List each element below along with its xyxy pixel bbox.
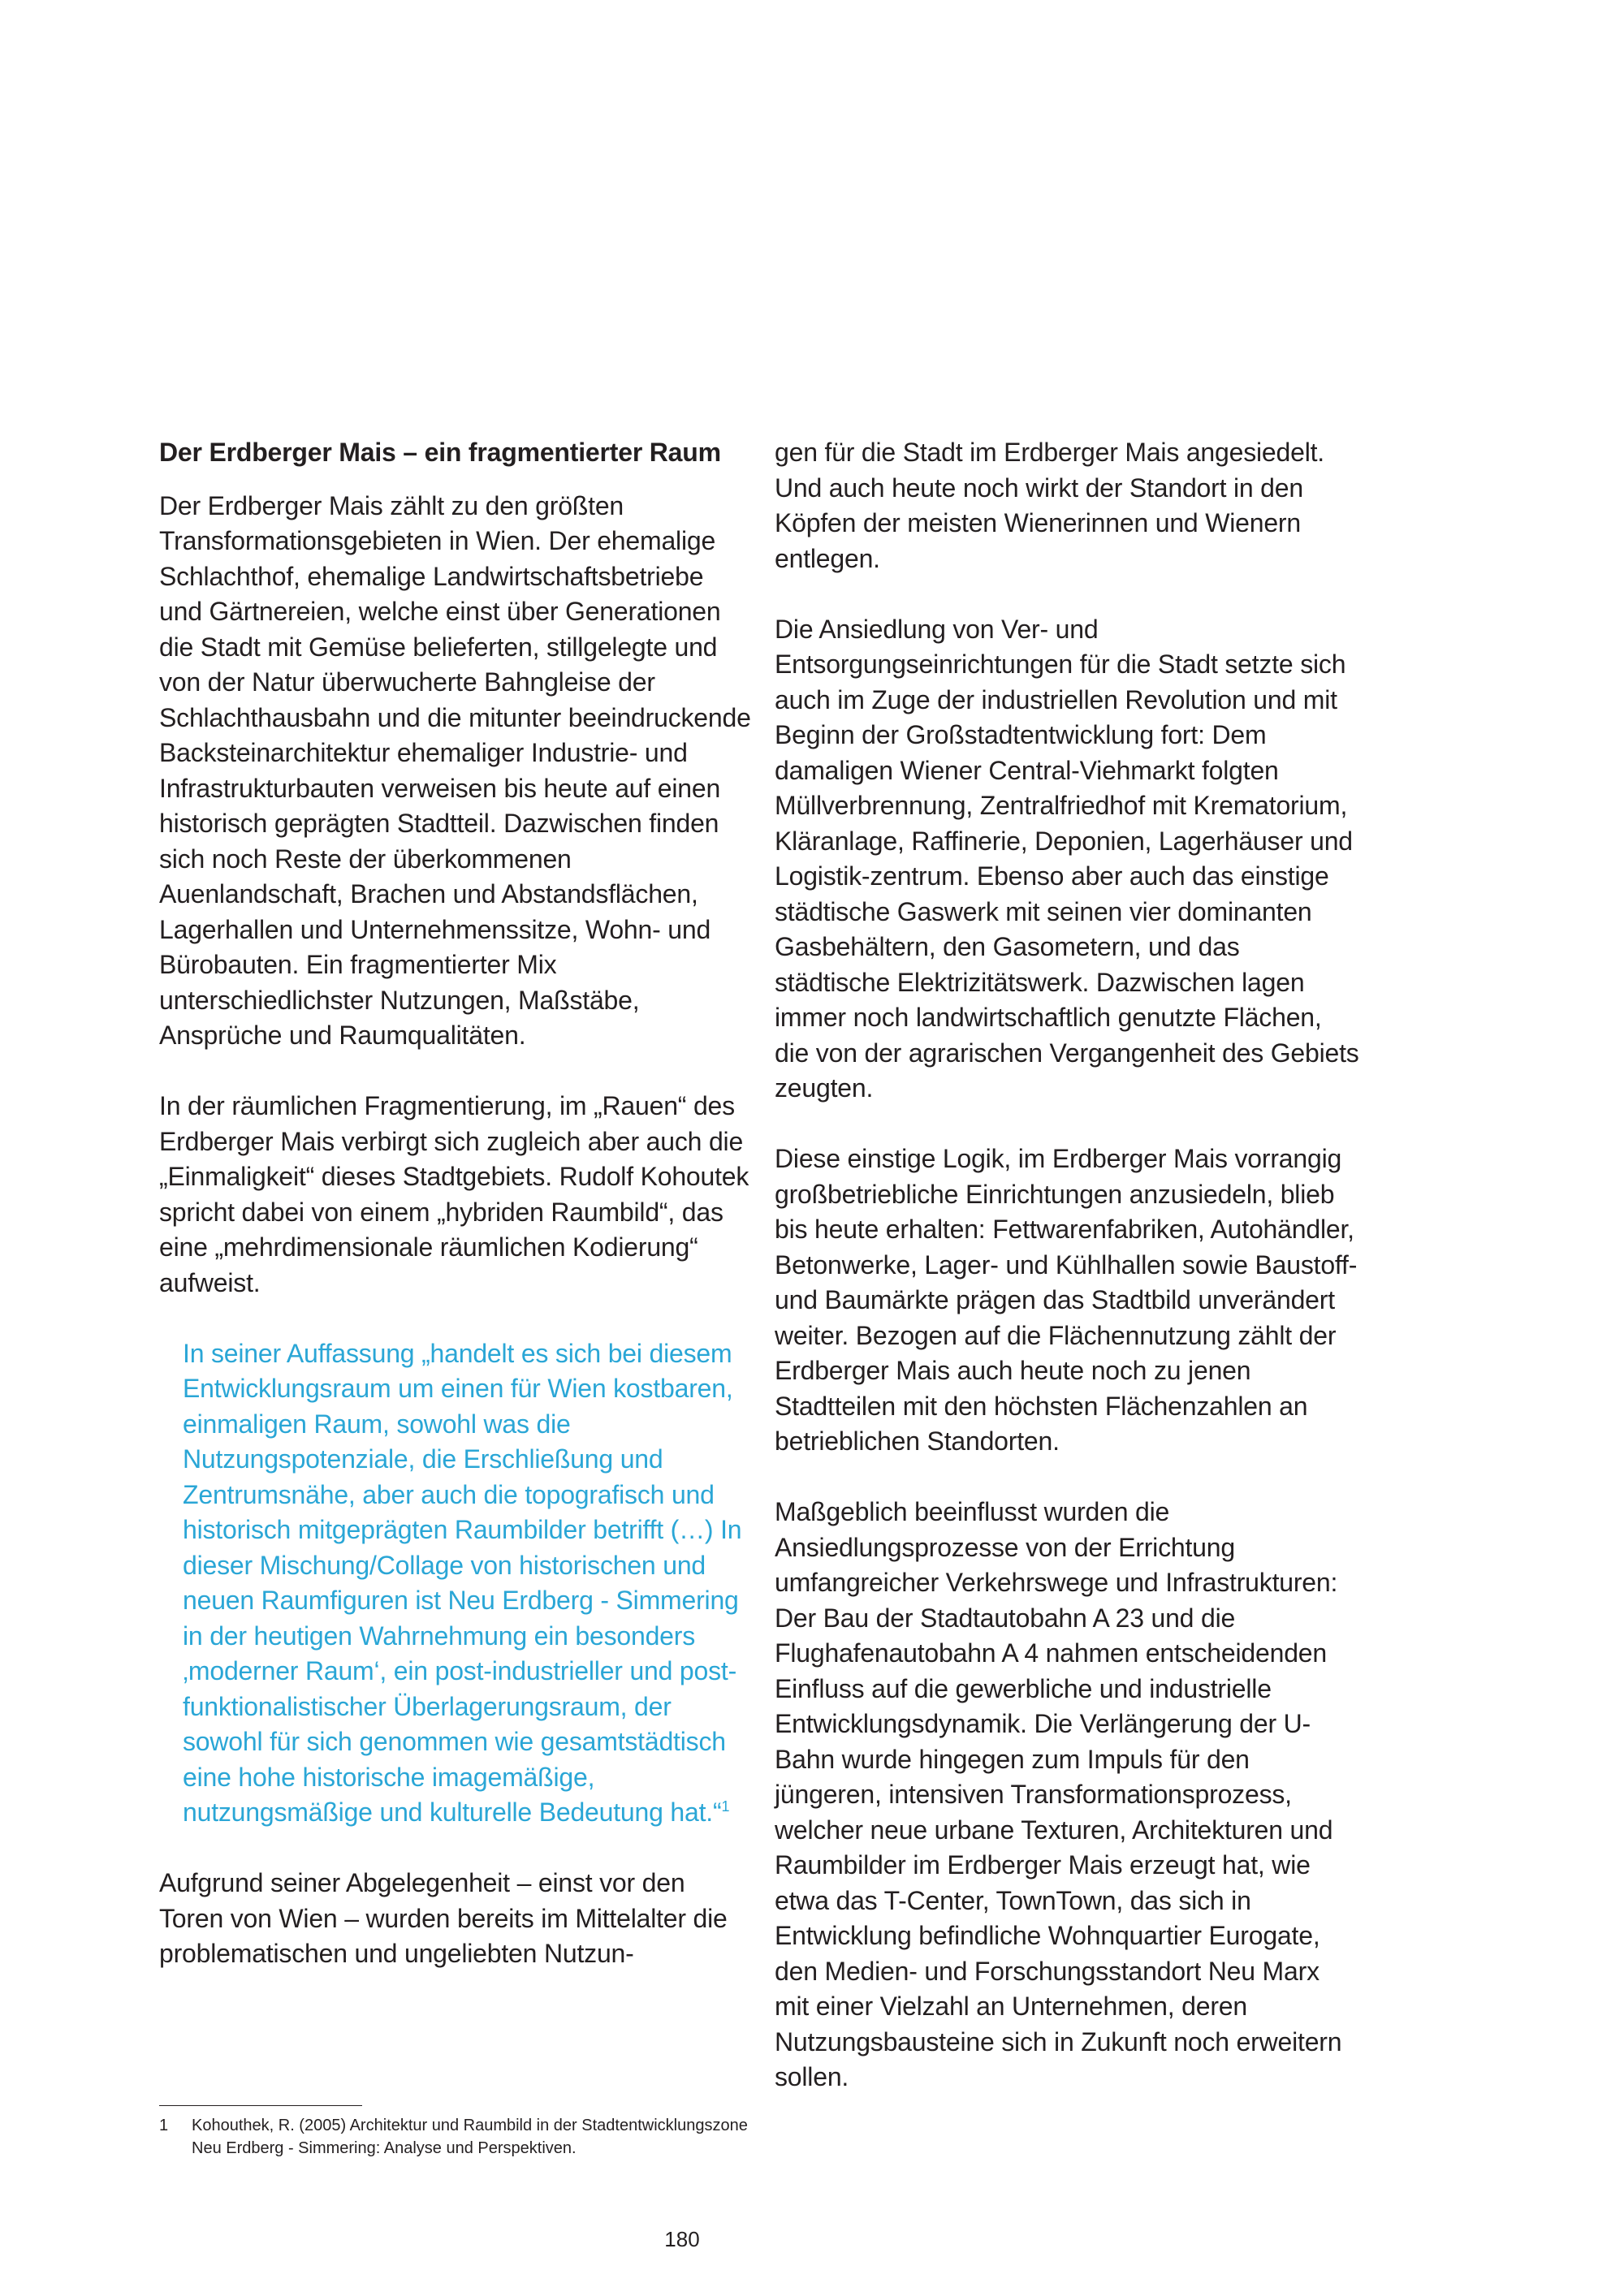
quote-text: In seiner Auffassung „handelt es sich bei diesem Entwicklungsraum um einen für Wien kostbaren, einmaligen Raum, sowohl was die Nutzungspotenziale, die Erschließung und Zentrumsnähe, aber auch die topografisch und historisch mitgeprägten Raumbilder betrifft (…) In dieser Mischung/Collage von historischen und neuen Raumfiguren ist Neu Erdberg - Simmering in der heutigen Wahrnehmung ein besonders ‚moderner Raum‘, ein post-industrieller und post-funktionalistischer Überlagerungsraum, der sowohl für sich genommen wie gesamtstädtisch eine hohe historische imagemäßige, nutzungsmäßige und kulturelle Bedeutung hat.“ xyxy=(183,1338,742,1827)
footnote xyxy=(159,2114,752,2160)
body-paragraph: In der räumlichen Fragmentierung, im „Rauen“ des Erdberger Mais verbirgt sich zugleich aber auch die „Einmaligkeit“ dieses Stadtgebiets. Rudolf Kohoutek spricht dabei von einem „hybriden Raumbild“, das eine „mehrdimensionale räumlichen Kodierung“ aufweist. xyxy=(159,1091,749,1297)
footnote-reference[interactable]: 1 xyxy=(721,1798,730,1815)
body-paragraph: Der Erdberger Mais zählt zu den größten Transformationsgebieten in Wien. Der ehemalige Schlachthof, ehemalige Landwirtschaftsbetriebe und Gärtnereien, welche einst über Generationen die Stadt mit Gemüse belieferten, stillgelegte und von der Natur überwucherte Bahngleise der Schlachthausbahn und die mitunter beeindruckende Backsteinarchitektur ehemaliger Industrie- und Infrastrukturbauten verweisen bis heute auf einen historisch geprägten Stadtteil. Dazwischen finden sich noch Reste der überkommenen Auenlandschaft, Brachen und Abstandsflächen, Lagerhallen und Unternehmenssitze, Wohn- und Bürobauten. Ein fragmentierter Mix unterschiedlichster Nutzungen, Maßstäbe, Ansprüche und Raumqualitäten. xyxy=(159,490,751,1050)
section-heading: Der Erdberger Mais – ein fragmentierter Raum xyxy=(159,438,721,467)
body-paragraph: gen für die Stadt im Erdberger Mais angesiedelt. Und auch heute noch wirkt der Standort in den Köpfen der meisten Wienerinnen und Wienern entlegen. xyxy=(775,438,1324,573)
footnote-number: 1 xyxy=(159,2117,169,2134)
body-paragraph: Die Ansiedlung von Ver- und Entsorgungseinrichtungen für die Stadt setzte sich auch im Zuge der industriellen Revolution und mit Beginn der Großstadtentwicklung fort: Dem damaligen Wiener Central-Viehmarkt folgten Müllverbrennung, Zentralfriedhof mit Krematorium, Kläranlage, Raffinerie, Deponien, Lagerhäuser und Logistik-zentrum. Ebenso aber auch das einstige städtische Gaswerk mit seinen vier dominanten Gasbehältern, den Gasometern, und das städtische Elektrizitätswerk. Dazwischen lagen immer noch landwirtschaftlich genutzte Flächen, die von der agrarischen Vergangenheit des Gebiets zeugten. xyxy=(775,614,1359,1103)
page-number: 180 xyxy=(664,2227,700,2251)
body-paragraph: Maßgeblich beeinflusst wurden die Ansiedlungsprozesse von der Errichtung umfangreicher Verkehrswege und Infrastrukturen: Der Bau der Stadtautobahn A 23 und die Flughafenautobahn A 4 nahmen entscheidenden Einfluss auf die gewerbliche und industrielle Entwicklungsdynamik. Die Verlängerung der U-Bahn wurde hingegen zum Impuls für den jüngeren, intensiven Transformationsprozess, welcher neue urbane Texturen, Architekturen und Raumbilder im Erdberger Mais erzeugt hat, wie etwa das T-Center, TownTown, das sich in Entwicklung befindliche Wohnquartier Eurogate, den Medien- und Forschungsstandort Neu Marx mit einer Vielzahl an Unternehmen, deren Nutzungsbausteine sich in Zukunft noch erweitern sollen. xyxy=(775,1497,1342,2091)
block-quote xyxy=(183,1336,752,1831)
left-column xyxy=(159,435,752,2007)
body-paragraph: Aufgrund seiner Abgelegenheit – einst vor den Toren von Wien – wurden bereits im Mittelalter die problematischen und ungeliebten Nutzun- xyxy=(159,1868,728,1968)
footnote-divider xyxy=(159,2105,362,2106)
body-paragraph: Diese einstige Logik, im Erdberger Mais vorrangig großbetriebliche Einrichtungen anzusiedeln, blieb bis heute erhalten: Fettwarenfabriken, Autohändler, Betonwerke, Lager- und Kühlhallen sowie Baustoff- und Baumärkte prägen das Stadtbild unverändert weiter. Bezogen auf die Flächennutzung zählt der Erdberger Mais auch heute noch zu jenen Stadtteilen mit den höchsten Flächenzahlen an betrieblichen Standorten. xyxy=(775,1144,1358,1456)
right-column xyxy=(775,435,1359,2130)
footnote-text: Kohouthek, R. (2005) Architektur und Raumbild in der Stadtentwicklungszone Neu Erdberg - Simmering: Analyse und Perspektiven. xyxy=(192,2117,748,2157)
